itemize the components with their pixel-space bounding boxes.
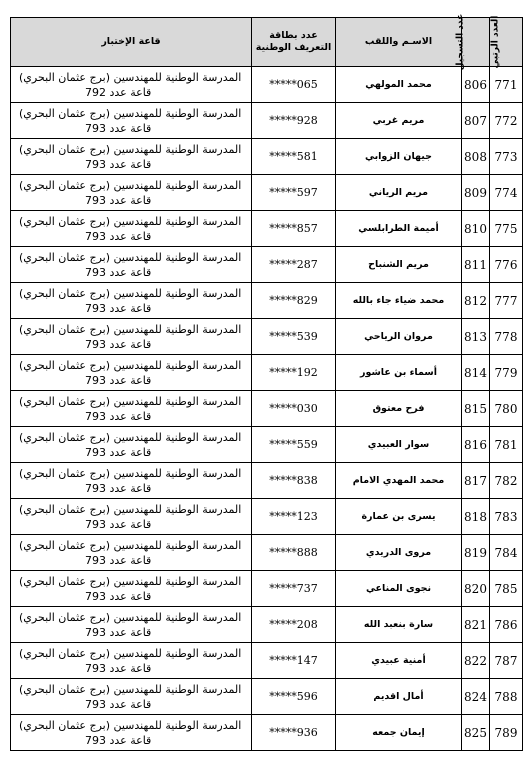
national-id-cell: *****192 xyxy=(252,355,336,391)
registration-cell: 807 xyxy=(462,103,490,139)
national-id-cell: *****888 xyxy=(252,535,336,571)
national-id-cell: *****147 xyxy=(252,643,336,679)
hall-cell xyxy=(11,535,252,571)
name-cell: إيمان جمعه xyxy=(336,715,462,751)
registration-cell: 813 xyxy=(462,319,490,355)
order-cell: 779 xyxy=(490,355,523,391)
order-cell: 774 xyxy=(490,175,523,211)
name-cell: محمد ضياء جاء بالله xyxy=(336,283,462,319)
national-id-cell: *****123 xyxy=(252,499,336,535)
hall-room-number: قاعة عدد 793 xyxy=(85,625,152,639)
hall-school-name: المدرسة الوطنية للمهندسين (برج عثمان البحري) xyxy=(19,430,242,444)
table-row xyxy=(11,247,523,283)
hall-room-number: قاعة عدد 793 xyxy=(85,193,152,207)
registration-cell: 816 xyxy=(462,427,490,463)
name-cell: جيهان الزوابي xyxy=(336,139,462,175)
national-id-cell: *****539 xyxy=(252,319,336,355)
hall-cell xyxy=(11,607,252,643)
order-cell: 776 xyxy=(490,247,523,283)
order-cell: 783 xyxy=(490,499,523,535)
name-cell: أسماء بن عاشور xyxy=(336,355,462,391)
order-cell: 777 xyxy=(490,283,523,319)
hall-room-number: قاعة عدد 793 xyxy=(85,661,152,675)
hall-room-number: قاعة عدد 793 xyxy=(85,373,152,387)
hall-school-name: المدرسة الوطنية للمهندسين (برج عثمان البحري) xyxy=(19,574,242,588)
hall-school-name: المدرسة الوطنية للمهندسين (برج عثمان البحري) xyxy=(19,538,242,552)
national-id-cell: *****928 xyxy=(252,103,336,139)
name-cell: مروان الرياحي xyxy=(336,319,462,355)
hall-cell xyxy=(11,103,252,139)
hall-cell xyxy=(11,571,252,607)
table-row xyxy=(11,103,523,139)
order-cell: 775 xyxy=(490,211,523,247)
table-row xyxy=(11,67,523,103)
order-cell: 771 xyxy=(490,67,523,103)
order-cell: 784 xyxy=(490,535,523,571)
hall-school-name: المدرسة الوطنية للمهندسين (برج عثمان البحري) xyxy=(19,142,242,156)
hall-school-name: المدرسة الوطنية للمهندسين (برج عثمان البحري) xyxy=(19,250,242,264)
registration-cell: 821 xyxy=(462,607,490,643)
hall-cell xyxy=(11,643,252,679)
table-row xyxy=(11,607,523,643)
hall-room-number: قاعة عدد 792 xyxy=(85,85,152,99)
hall-room-number: قاعة عدد 793 xyxy=(85,301,152,315)
exam-roster-table xyxy=(10,13,523,751)
hall-school-name: المدرسة الوطنية للمهندسين (برج عثمان البحري) xyxy=(19,502,242,516)
hall-room-number: قاعة عدد 793 xyxy=(85,409,152,423)
registration-cell: 815 xyxy=(462,391,490,427)
hall-school-name: المدرسة الوطنية للمهندسين (برج عثمان البحري) xyxy=(19,646,242,660)
hall-school-name: المدرسة الوطنية للمهندسين (برج عثمان البحري) xyxy=(19,682,242,696)
hall-cell xyxy=(11,427,252,463)
national-id-cell: *****737 xyxy=(252,571,336,607)
header-hall: قاعة الإختبار xyxy=(11,18,252,67)
hall-room-number: قاعة عدد 793 xyxy=(85,337,152,351)
table-row xyxy=(11,715,523,751)
hall-cell xyxy=(11,67,252,103)
table-row xyxy=(11,139,523,175)
registration-cell: 810 xyxy=(462,211,490,247)
hall-cell xyxy=(11,211,252,247)
name-cell: أمال اقديم xyxy=(336,679,462,715)
hall-school-name: المدرسة الوطنية للمهندسين (برج عثمان البحري) xyxy=(19,286,242,300)
registration-cell: 812 xyxy=(462,283,490,319)
registration-cell: 819 xyxy=(462,535,490,571)
registration-cell: 811 xyxy=(462,247,490,283)
table-row xyxy=(11,679,523,715)
name-cell: مريم الرياني xyxy=(336,175,462,211)
name-cell: نجوى المناعي xyxy=(336,571,462,607)
name-cell: مريم الشنباح xyxy=(336,247,462,283)
hall-cell xyxy=(11,679,252,715)
registration-cell: 814 xyxy=(462,355,490,391)
national-id-cell: *****559 xyxy=(252,427,336,463)
hall-school-name: المدرسة الوطنية للمهندسين (برج عثمان البحري) xyxy=(19,718,242,732)
table-row xyxy=(11,535,523,571)
table-row xyxy=(11,391,523,427)
order-cell: 778 xyxy=(490,319,523,355)
national-id-cell: *****597 xyxy=(252,175,336,211)
national-id-cell: *****936 xyxy=(252,715,336,751)
hall-school-name: المدرسة الوطنية للمهندسين (برج عثمان البحري) xyxy=(19,466,242,480)
name-cell: مريم غربي xyxy=(336,103,462,139)
order-cell: 788 xyxy=(490,679,523,715)
header-national-id: عدد بطاقة التعريف الوطنية xyxy=(252,18,336,67)
table-row xyxy=(11,643,523,679)
national-id-cell: *****030 xyxy=(252,391,336,427)
hall-room-number: قاعة عدد 793 xyxy=(85,265,152,279)
registration-cell: 809 xyxy=(462,175,490,211)
hall-cell xyxy=(11,499,252,535)
table-row xyxy=(11,427,523,463)
name-cell: أميمة الطرابلسي xyxy=(336,211,462,247)
hall-school-name: المدرسة الوطنية للمهندسين (برج عثمان البحري) xyxy=(19,70,242,84)
table-row xyxy=(11,211,523,247)
registration-cell: 806 xyxy=(462,67,490,103)
table-row xyxy=(11,571,523,607)
table-header-row xyxy=(11,18,523,67)
hall-school-name: المدرسة الوطنية للمهندسين (برج عثمان البحري) xyxy=(19,322,242,336)
order-cell: 781 xyxy=(490,427,523,463)
national-id-cell: *****829 xyxy=(252,283,336,319)
hall-room-number: قاعة عدد 793 xyxy=(85,697,152,711)
hall-school-name: المدرسة الوطنية للمهندسين (برج عثمان البحري) xyxy=(19,178,242,192)
table-row xyxy=(11,283,523,319)
registration-cell: 822 xyxy=(462,643,490,679)
hall-school-name: المدرسة الوطنية للمهندسين (برج عثمان البحري) xyxy=(19,106,242,120)
hall-room-number: قاعة عدد 793 xyxy=(85,589,152,603)
hall-school-name: المدرسة الوطنية للمهندسين (برج عثمان البحري) xyxy=(19,394,242,408)
hall-cell xyxy=(11,247,252,283)
national-id-cell: *****857 xyxy=(252,211,336,247)
hall-cell xyxy=(11,139,252,175)
registration-cell: 818 xyxy=(462,499,490,535)
order-cell: 780 xyxy=(490,391,523,427)
registration-cell: 808 xyxy=(462,139,490,175)
hall-cell xyxy=(11,463,252,499)
hall-school-name: المدرسة الوطنية للمهندسين (برج عثمان البحري) xyxy=(19,214,242,228)
name-cell: سارة بنعبد الله xyxy=(336,607,462,643)
hall-cell xyxy=(11,355,252,391)
header-name: الاسـم واللقب xyxy=(336,18,462,67)
registration-cell: 824 xyxy=(462,679,490,715)
hall-room-number: قاعة عدد 793 xyxy=(85,553,152,567)
order-cell: 772 xyxy=(490,103,523,139)
hall-room-number: قاعة عدد 793 xyxy=(85,733,152,747)
hall-cell xyxy=(11,391,252,427)
table-row xyxy=(11,319,523,355)
hall-school-name: المدرسة الوطنية للمهندسين (برج عثمان البحري) xyxy=(19,610,242,624)
name-cell: مروى الدريدي xyxy=(336,535,462,571)
order-cell: 789 xyxy=(490,715,523,751)
hall-room-number: قاعة عدد 793 xyxy=(85,481,152,495)
header-order: العدد الرتبي xyxy=(490,18,523,67)
national-id-cell: *****581 xyxy=(252,139,336,175)
hall-room-number: قاعة عدد 793 xyxy=(85,517,152,531)
header-registration: عدد التسجيل xyxy=(462,18,490,67)
order-cell: 773 xyxy=(490,139,523,175)
national-id-cell: *****596 xyxy=(252,679,336,715)
name-cell: محمد المهدي الامام xyxy=(336,463,462,499)
hall-room-number: قاعة عدد 793 xyxy=(85,229,152,243)
hall-room-number: قاعة عدد 793 xyxy=(85,121,152,135)
registration-cell: 817 xyxy=(462,463,490,499)
registration-cell: 820 xyxy=(462,571,490,607)
hall-cell xyxy=(11,283,252,319)
name-cell: أمنية عبيدي xyxy=(336,643,462,679)
hall-room-number: قاعة عدد 793 xyxy=(85,157,152,171)
hall-cell xyxy=(11,175,252,211)
name-cell: فرح معتوق xyxy=(336,391,462,427)
national-id-cell: *****065 xyxy=(252,67,336,103)
order-cell: 785 xyxy=(490,571,523,607)
hall-room-number: قاعة عدد 793 xyxy=(85,445,152,459)
table-row xyxy=(11,499,523,535)
name-cell: سوار العبيدي xyxy=(336,427,462,463)
table-row xyxy=(11,175,523,211)
order-cell: 787 xyxy=(490,643,523,679)
table-row xyxy=(11,463,523,499)
hall-school-name: المدرسة الوطنية للمهندسين (برج عثمان البحري) xyxy=(19,358,242,372)
order-cell: 786 xyxy=(490,607,523,643)
name-cell: يسرى بن عمارة xyxy=(336,499,462,535)
table-row xyxy=(11,355,523,391)
name-cell: محمد المولهي xyxy=(336,67,462,103)
registration-cell: 825 xyxy=(462,715,490,751)
national-id-cell: *****838 xyxy=(252,463,336,499)
order-cell: 782 xyxy=(490,463,523,499)
hall-cell xyxy=(11,715,252,751)
national-id-cell: *****287 xyxy=(252,247,336,283)
hall-cell xyxy=(11,319,252,355)
national-id-cell: *****208 xyxy=(252,607,336,643)
